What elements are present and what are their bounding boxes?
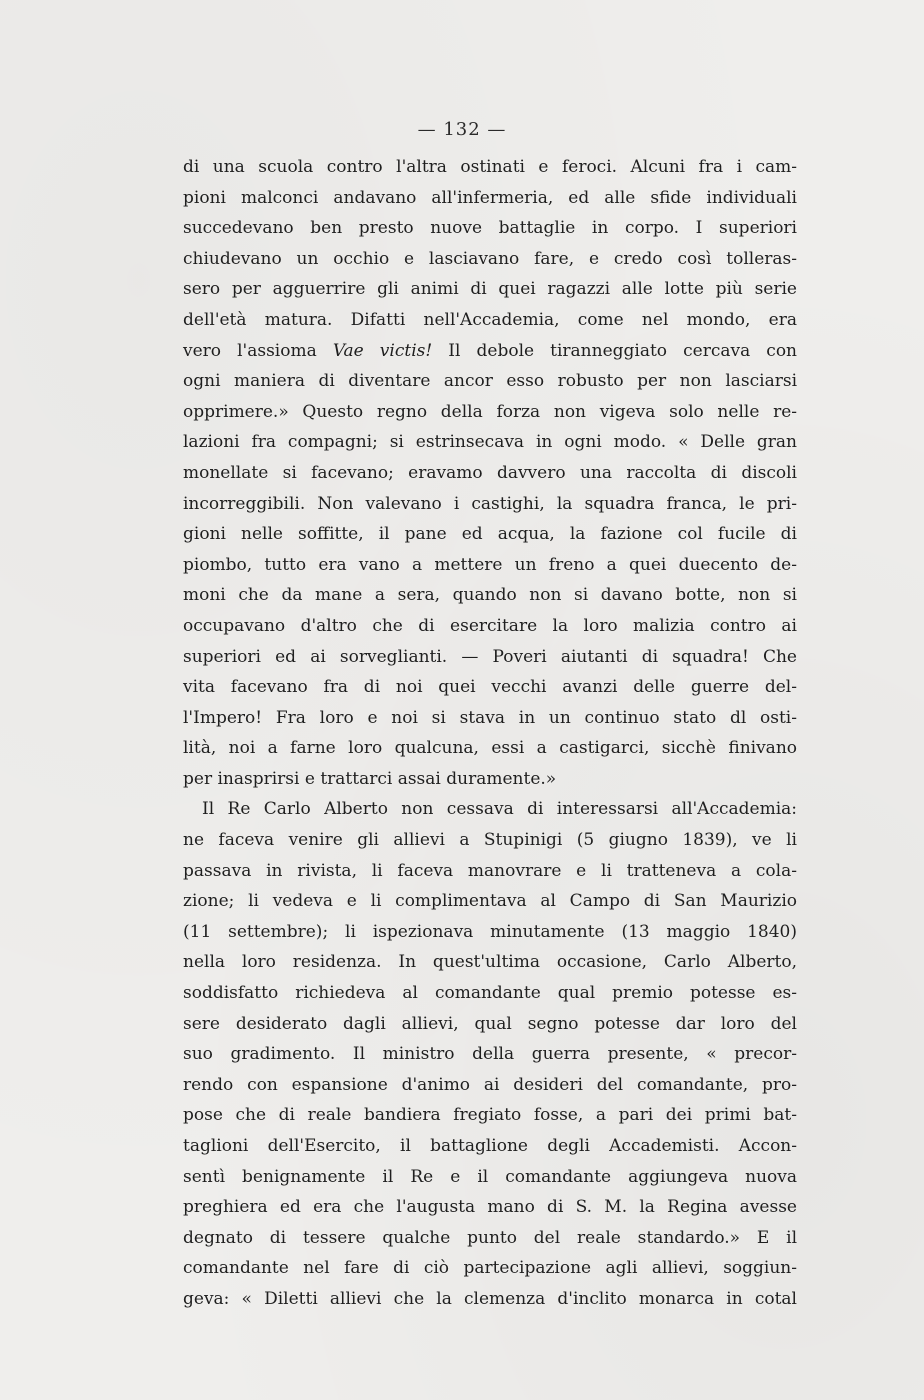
text-line: geva: « Diletti allievi che la clemenza d'inclito monarca in cotal: [183, 1288, 797, 1309]
latin-phrase: Vae victis!: [332, 340, 433, 361]
paragraph-first-line: Il Re Carlo Alberto non cessava di interessarsi all'Accademia:: [202, 799, 797, 820]
text-line: superiori ed ai sorveglianti. — Poveri aiutanti di squadra! Che: [183, 646, 797, 667]
text-line: di una scuola contro l'altra ostinati e feroci. Alcuni fra i cam-: [183, 157, 797, 177]
text-line: degnato di tessere qualche punto del reale standardo.» E il: [183, 1227, 797, 1248]
body-text: [183, 152, 797, 1315]
text-line: monellate si facevano; eravamo davvero una raccolta di discoli: [183, 462, 797, 483]
text-line: sere desiderato dagli allievi, qual segno potesse dar loro del: [183, 1013, 797, 1034]
text-line: nella loro residenza. In quest'ultima occasione, Carlo Alberto,: [183, 952, 797, 973]
text-line: rendo con espansione d'animo ai desideri del comandante, pro-: [183, 1074, 797, 1095]
text-line: (11 settembre); li ispezionava minutamente (13 maggio 1840): [183, 921, 797, 942]
text-line: piombo, tutto era vano a mettere un freno a quei duecento de-: [183, 554, 797, 575]
text-line: opprimere.» Questo regno della forza non vigeva solo nelle re-: [183, 401, 797, 422]
text-line: soddisfatto richiedeva al comandante qual premio potesse es-: [183, 983, 797, 1004]
text-line: l'Impero! Fra loro e noi si stava in un continuo stato dl osti-: [183, 707, 797, 728]
text-line: ne faceva venire gli allievi a Stupinigi (5 giugno 1839), ve li: [183, 830, 797, 851]
text-line: lazioni fra compagni; si estrinsecava in ogni modo. « Delle gran: [183, 432, 797, 453]
text-line: suo gradimento. Il ministro della guerra presente, « precor-: [183, 1044, 797, 1065]
text-line: succedevano ben presto nuove battaglie in corpo. I superiori: [183, 218, 797, 239]
text-line: pose che di reale bandiera fregiato fosse, a pari dei primi bat-: [183, 1105, 797, 1126]
text-line: gioni nelle soffitte, il pane ed acqua, la fazione col fucile di: [183, 524, 797, 545]
text-line: vita facevano fra di noi quei vecchi avanzi delle guerre del-: [183, 677, 797, 698]
text-line: chiudevano un occhio e lasciavano fare, e credo così tolleras-: [183, 248, 797, 269]
text-line: zione; li vedeva e li complimentava al Campo di San Maurizio: [183, 891, 797, 912]
text-line: passava in rivista, li faceva manovrare e li tratteneva a cola-: [183, 860, 797, 881]
text-line: pioni malconci andavano all'infermeria, ed alle sfide individuali: [183, 187, 797, 208]
text-line: comandante nel fare di ciò partecipazione agli allievi, soggiun-: [183, 1258, 797, 1279]
text-line: preghiera ed era che l'augusta mano di S. M. la Regina avesse: [183, 1197, 797, 1218]
text-line: sero per agguerrire gli animi di quei ragazzi alle lotte più serie: [183, 279, 797, 300]
text-line: per inasprirsi e trattarci assai duramente.»: [183, 768, 557, 789]
page-number: — 132 —: [417, 119, 507, 140]
text-line: occupavano d'altro che di esercitare la loro malizia contro ai: [183, 615, 797, 636]
text-line: lità, noi a farne loro qualcuna, essi a castigarci, sicchè finivano: [183, 738, 797, 759]
text-line: ogni maniera di diventare ancor esso robusto per non lasciarsi: [183, 371, 797, 392]
text-segment: Il debole tiranneggiato cercava con: [432, 340, 798, 361]
text-line: moni che da mane a sera, quando non si davano botte, non si: [183, 585, 797, 606]
text-line: [183, 336, 797, 367]
text-line: incorreggibili. Non valevano i castighi, la squadra franca, le pri-: [183, 493, 797, 514]
text-line: taglioni dell'Esercito, il battaglione degli Accademisti. Accon-: [183, 1136, 797, 1156]
text-line: dell'età matura. Difatti nell'Accademia, come nel mondo, era: [183, 309, 797, 330]
text-segment: vero l'assioma: [183, 340, 333, 361]
text-line: sentì benignamente il Re e il comandante aggiungeva nuova: [183, 1166, 797, 1187]
